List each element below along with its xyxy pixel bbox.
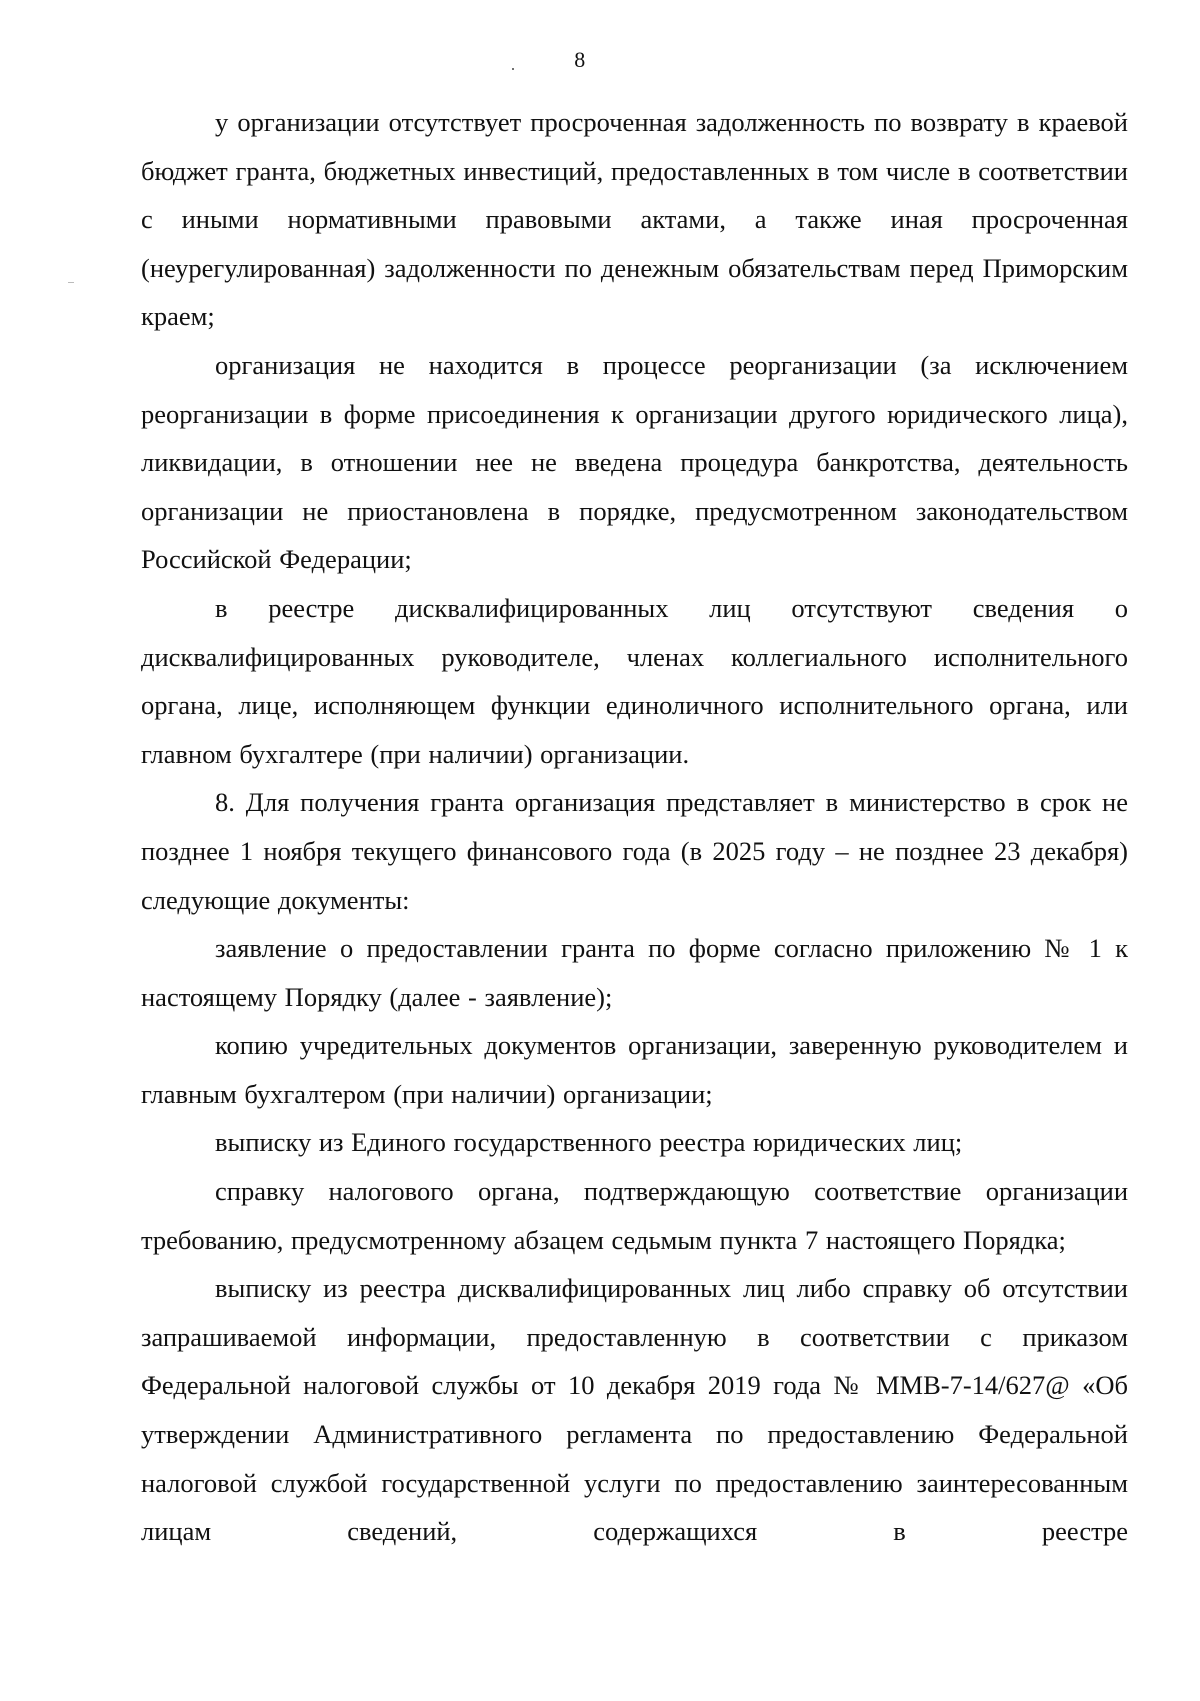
paragraph-founding-documents: копию учредительных документов организации, заверенную руководителем и главным бухгалтером (при наличии) организации; xyxy=(141,1030,1128,1109)
paragraph-tax-certificate: справку налогового органа, подтверждающую соответствие организации требованию, предусмотренному абзацем седьмым пункта 7 настоящего Порядка; xyxy=(141,1176,1128,1255)
paragraph-disqualified-registry-extract: выписку из реестра дисквалифицированных лиц либо справку об отсутствии запрашиваемой информации, предоставленную в соответствии с приказом Федеральной налоговой службы от 10 декабря 2019 года № ММВ-7-14/627@ «Об утверждении Административного регламента по предоставлению Федеральной налоговой службой государственной услуги по предоставлению заинтересованным лицам сведений, содержащихся в реестре xyxy=(141,1273,1128,1547)
paragraph-no-reorganization: организация не находится в процессе реорганизации (за исключением реорганизации в форме присоединения к организации другого юридического лица), ликвидации, в отношении нее не введена процедура банкротства, деятельность организации не приостановлена в порядке, предусмотренном законодательством Российской Федерации; xyxy=(141,349,1128,575)
page-number: 8 xyxy=(574,47,586,72)
document-body xyxy=(141,98,1128,1556)
paragraph-no-overdue-debt: у организации отсутствует просроченная задолженность по возврату в краевой бюджет гранта, бюджетных инвестиций, предоставленных в том числе в соответствии с иными нормативными правовыми актами, а также иная просроченная (неурегулированная) задолженности по денежным обязательствам перед Приморским краем; xyxy=(141,107,1128,332)
paragraph-application: заявление о предоставлении гранта по форме согласно приложению № 1 к настоящему Порядку (далее - заявление); xyxy=(141,933,1128,1012)
paragraph-disqualified-persons: в реестре дисквалифицированных лиц отсутствуют сведения о дисквалифицированных руководителе, членах коллегиального исполнительного органа, лице, исполняющем функции единоличного исполнительного органа, или главном бухгалтере (при наличии) организации. xyxy=(141,592,1128,769)
paragraph-registry-extract: выписку из Единого государственного реестра юридических лиц; xyxy=(215,1127,963,1158)
paragraph-item-8: 8. Для получения гранта организация представляет в министерство в срок не позднее 1 ноября текущего финансового года (в 2025 году – не позднее 23 декабря) следующие документы: xyxy=(141,787,1128,915)
scan-speck xyxy=(512,68,514,70)
scan-margin-mark xyxy=(68,282,74,283)
